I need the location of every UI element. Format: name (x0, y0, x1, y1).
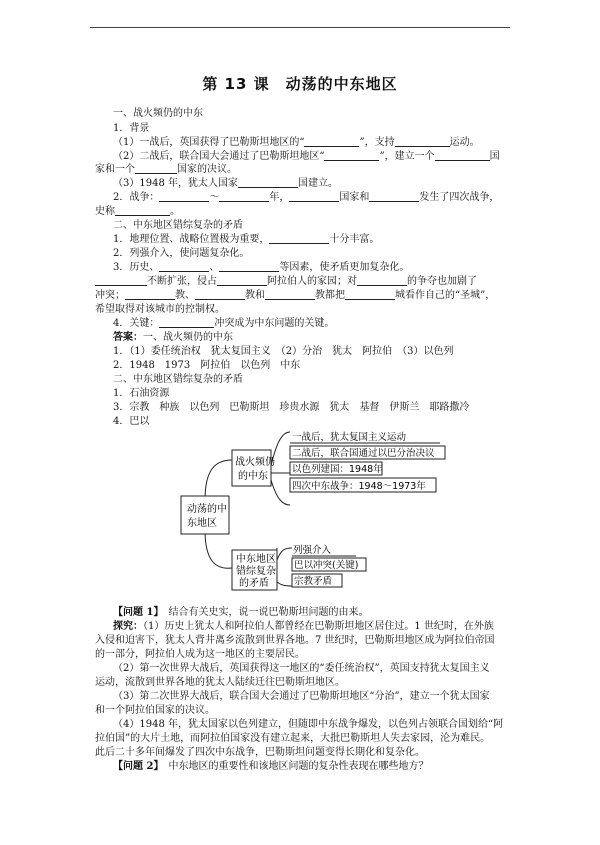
question-2: 【问题 2】 中东地区的重要性和该地区问题的复杂性表现在哪些地方？ (113, 761, 429, 772)
answer-line: 1．石油资源 (113, 388, 170, 399)
answers-heading: 答案：一、战火频仍的中东 (113, 332, 233, 343)
explore-line: 探究：（1）历史上犹太人和阿拉伯人都曾经在巴勒斯坦地区居住过。1 世纪时，在外族 (113, 621, 494, 632)
branch-connector (205, 460, 232, 500)
text-line: 冲突； 教、 教和 教都把 城看作自己的“圣城”， (95, 290, 496, 301)
explore-line: 和一个阿拉伯国家的决议。 (95, 705, 215, 716)
center-node-label: 动荡的中 (187, 504, 227, 515)
branch-connector (205, 530, 232, 568)
text-line: 不断扩张，侵占 阿拉伯人的家园；对 的争夺也加剧了 (95, 275, 515, 288)
answer-line: 二、中东地区错综复杂的矛盾 (113, 374, 243, 385)
text-line: 1．地理位置、战略位置极为重要， 十分丰富。 (113, 234, 380, 245)
explore-line: 运动，流散到世界各地的犹太人陆续迁往巴勒斯坦地区。 (95, 677, 345, 688)
explore-line: （3）第二次世界大战后，联合国大会通过了巴勒斯坦地区“分治”，建立一个犹太国家 (113, 691, 490, 702)
page-title: 第 13 课 动荡的中东地区 (202, 75, 398, 93)
text-line: 2．列强介入，使问题复杂化。 (113, 248, 250, 259)
top-item: 四次中东战争：1948～1973年 (292, 481, 426, 492)
text-line: 1．背景 (113, 123, 150, 134)
branch-connector (277, 582, 292, 586)
explore-line: 此后二十多年间爆发了四次中东战争，巴勒斯坦问题变得长期化和复杂化。 (95, 747, 425, 758)
branch-connector (277, 548, 292, 560)
text-line: （3）1948 年，犹太人国家 国建立。 (113, 178, 338, 189)
top-branch-label: 的中东 (238, 471, 268, 482)
bottom-item: 列强介入 (293, 545, 332, 556)
answer-line: 3．宗教 种族 以色列 巴勒斯坦 珍贵水源 犹太 基督 伊斯兰 耶路撒冷 (113, 402, 470, 413)
bottom-branch-label: 的矛盾 (239, 578, 269, 589)
text-line: （1）一战后，英国获得了巴勒斯坦地区的“ ”，支持 运动。 (113, 137, 480, 148)
section-heading: 一、战火频仍的中东 (113, 108, 203, 119)
answer-line: 2．1948 1973 阿拉伯 以色列 中东 (113, 360, 301, 371)
explore-line: （4）1948 年，犹太国家以色列建立，但随即中东战争爆发，以色列占领联合国划给“阿 (113, 719, 504, 730)
center-node-label: 东地区 (187, 518, 217, 529)
bottom-item: 巴以冲突(关键) (294, 560, 359, 571)
section-heading: 二、中东地区错综复杂的矛盾 (113, 220, 243, 231)
answer-line: 1．（1）委任统治权 犹太复国主义 （2）分治 犹太 阿拉伯 （3）以色列 (113, 346, 454, 357)
text-line: 史称 。 (95, 206, 180, 217)
bottom-branch-label: 错综复杂 (236, 566, 276, 577)
question-1: 【问题 1】 结合有关史实，说一说巴勒斯坦问题的由来。 (113, 607, 369, 618)
text-line: 3．历史、 、 等因素，使矛盾更加复杂化。 (113, 262, 410, 273)
explore-line: 拉伯国”的大片土地，而阿拉伯国家没有建立起来，大批巴勒斯坦人失去家园，沦为难民。 (95, 733, 491, 744)
top-item: 以色列建国：1948年 (292, 464, 383, 475)
top-item: 二战后，联合国通过以巴分治决议 (292, 448, 435, 459)
bottom-branch-label: 中东地区 (236, 554, 276, 565)
explore-line: 的一部分，阿拉伯人成为这一地区的主要居民。 (95, 649, 305, 660)
text-line: 2．战争： ～ 年， 国家和 发生了四次战争， (113, 192, 500, 203)
text-line: 希望取得对该城市的控制权。 (95, 304, 225, 315)
text-line: 4．关键： 冲突成为中东问题的关键。 (113, 318, 335, 329)
branch-connector (271, 480, 290, 505)
text-line: （2）二战后，联合国大会通过了巴勒斯坦地区“ ”，建立一个 国 (113, 151, 500, 162)
top-branch-label: 战火频仍 (235, 457, 275, 468)
bottom-item: 宗教矛盾 (294, 576, 333, 587)
answer-line: 4．巴以 (113, 416, 150, 427)
explore-line: （2）第一次世界大战后，英国获得这一地区的“委任统治权”，英国支持犹太复国主义 (113, 663, 490, 674)
text-line: 家和一个 国家的决议。 (95, 164, 237, 175)
explore-line: 入侵和迫害下，犹太人背井离乡流散到世界各地。7 世纪时，巴勒斯坦地区成为阿拉伯帝国 (95, 635, 495, 646)
top-item: 一战后，犹太复国主义运动 (292, 432, 407, 443)
